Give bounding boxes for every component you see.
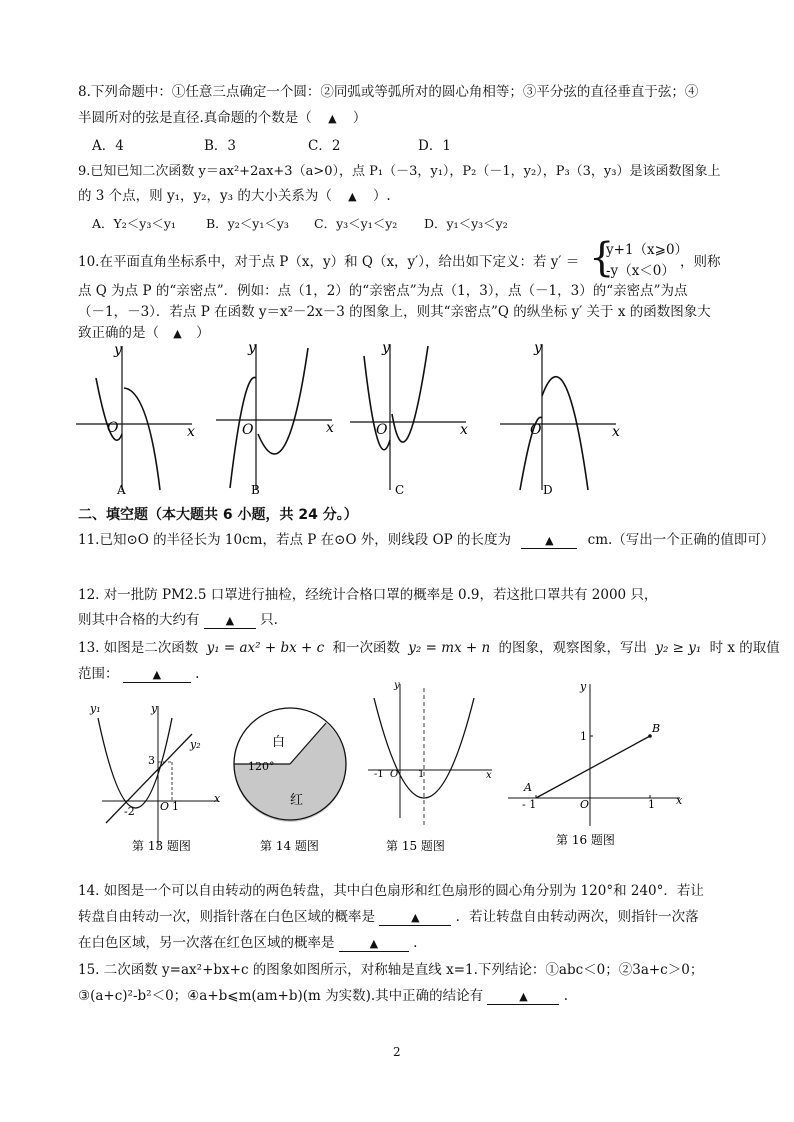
q10-graph-a	[74, 340, 204, 500]
fig15-value-minus1: -1	[374, 769, 384, 780]
q10-line1b: ，则称	[680, 254, 721, 270]
q10-brace: {	[589, 235, 615, 281]
q13-stem: 13. 如图是二次函数	[78, 640, 199, 656]
fig14-angle-label: 120°	[248, 760, 275, 773]
fig13-value-minus2: -2	[124, 805, 135, 818]
fig16-caption: 第 16 题图	[556, 833, 615, 847]
fig16-value-x1: 1	[648, 798, 655, 811]
q9-option-d: D．y₁＜y₃＜y₂	[424, 216, 508, 231]
q8-option-b: B．3	[204, 138, 237, 154]
q15-answer-mark: ▲	[519, 990, 528, 1003]
q15-tail: .	[563, 988, 569, 1004]
q11-line	[78, 534, 774, 549]
fig15-value-1: 1	[418, 769, 425, 780]
figure-14	[234, 706, 364, 854]
fig14-white-label: 白	[272, 735, 286, 750]
graph-d-y-label: y	[534, 340, 542, 356]
section-title: 二、填空题（本大题共 6 小题，共 24 分。）	[78, 507, 358, 523]
q8-option-d: D．1	[418, 138, 451, 154]
q14-answer-mark-1: ▲	[411, 911, 420, 924]
q10-stem: 致正确的是（	[78, 325, 159, 341]
q8-stem: 半圆所对的弦是直径.真命题的个数是（	[78, 110, 312, 126]
q10-answer-mark: ▲	[173, 327, 182, 340]
fig13-y2-label: y₂	[190, 738, 201, 751]
q9-close: ）.	[372, 188, 391, 204]
q13-blank	[123, 668, 191, 683]
q9-line2	[78, 190, 391, 204]
fig15-y-label: y	[394, 680, 400, 691]
q14-line3	[78, 937, 417, 952]
q15-line1: 15. 二次函数 y=ax²+bx+c 的图象如图所示，对称轴是直线 x=1.下列结论：①abc＜0；②3a+c＞0；	[78, 962, 704, 978]
fig16-point-b: B	[652, 722, 661, 735]
q13-formula-linear: y₂ = mx + n	[408, 640, 491, 656]
graph-c-origin: O	[376, 422, 388, 438]
q14-line2	[78, 911, 699, 926]
graph-a-label: A	[117, 483, 126, 497]
q13-text-d: 时 x 的取值	[709, 640, 780, 656]
fig15-origin: O	[390, 769, 399, 780]
figure-16	[504, 676, 694, 852]
q9-option-b: B．y₂＜y₁＜y₃	[206, 216, 289, 231]
graph-a-x-label: x	[187, 424, 195, 440]
fig16-point-a: A	[524, 781, 532, 794]
q14-tail: .	[413, 935, 418, 951]
q14-stem: 转盘自由转动一次，则指针落在白色区域的概率是	[78, 909, 375, 925]
q10-piece1: y+1（x⩾0）	[606, 242, 689, 258]
fig14-red-label: 红	[290, 793, 304, 808]
fig15-caption: 第 15 题图	[386, 839, 445, 853]
q12-blank	[204, 614, 256, 629]
fig13-caption: 第 13 题图	[132, 839, 191, 853]
fig13-y-label: y	[151, 702, 158, 715]
figure-13	[88, 698, 238, 858]
q12-line2	[78, 614, 278, 629]
graph-d-x-label: x	[612, 424, 620, 440]
q10-piece2: -y（x＜0）	[606, 263, 675, 279]
q15-line2	[78, 990, 568, 1005]
q14-blank-2	[339, 937, 409, 952]
q11-stem: 11.已知⊙O 的半径长为 10cm，若点 P 在⊙O 外，则线段 OP 的长度为	[78, 532, 512, 548]
graph-d-origin: O	[530, 422, 542, 438]
q13-text-b: 和一次函数	[332, 640, 400, 656]
fig16-y-label: y	[580, 680, 587, 693]
q14-answer-mark-2: ▲	[369, 937, 379, 950]
q8-option-c: C．2	[308, 138, 341, 154]
fig13-value-1: 1	[172, 800, 179, 813]
q8-close: ）	[352, 110, 367, 126]
q9-answer-mark: ▲	[348, 190, 357, 203]
q13-answer-mark: ▲	[152, 668, 162, 681]
q9-line1: 9.已知已知二次函数 y＝ax²+2ax+3（a>0），点 P₁（－3，y₁），P₂（－1，y₂），P₃（3，y₃）是该函数图象上	[78, 164, 721, 179]
graph-b-y-label: y	[248, 340, 256, 356]
fig15-x-label: x	[486, 770, 492, 781]
q13-range-label: 范围：	[78, 666, 119, 682]
q14-text-c: 在白色区域，另一次落在红色区域的概率是	[78, 935, 335, 951]
q13-line2	[78, 668, 199, 683]
q10-line3: （－1，－3）．若点 P 在函数 y＝x²－2x－3 的图象上，则其“亲密点”Q 的纵坐标 y′ 关于 x 的函数图象大	[78, 304, 711, 320]
q13-line1	[78, 642, 780, 656]
fig13-value-3: 3	[148, 754, 155, 767]
fig16-origin: O	[580, 798, 590, 811]
q10-graph-b	[214, 340, 344, 500]
q8-option-a: A．4	[92, 138, 124, 154]
q12-answer-mark: ▲	[225, 614, 235, 627]
fig13-y1-label: y₁	[90, 702, 101, 715]
q13-text-c: 的图象，观察图象，写出	[498, 640, 648, 656]
fig16-value-y1: 1	[580, 730, 587, 743]
graph-c-y-label: y	[382, 340, 390, 356]
graph-a-origin: O	[107, 420, 119, 436]
q10-line1a: 10.在平面直角坐标系中，对于点 P（x，y）和 Q（x，y′），给出如下定义：若 y′ ＝	[78, 254, 580, 270]
graph-c-x-label: x	[460, 422, 468, 438]
q9-option-c: C．y₃＜y₁＜y₂	[314, 216, 398, 231]
q10-line4	[78, 327, 210, 341]
q11-blank	[521, 534, 577, 549]
q11-answer-mark: ▲	[545, 534, 554, 547]
graph-d-label: D	[543, 483, 553, 497]
q15-stem: ③(a+c)²-b²＜0；④a+b⩽m(am+b)(m 为实数).其中正确的结论有	[78, 988, 484, 1004]
fig13-origin: O	[160, 800, 170, 813]
figure-15	[364, 678, 496, 854]
q12-tail: 只.	[260, 612, 278, 628]
graph-a-y-label: y	[114, 342, 122, 358]
fig13-x-label: x	[214, 792, 221, 805]
fig16-value-minus1: - 1	[522, 798, 537, 811]
fig16-x-label: x	[676, 794, 683, 807]
q13-formula-quadratic: y₁ = ax² + bx + c	[206, 640, 325, 656]
q10-close: ）	[196, 325, 210, 341]
fig14-caption: 第 14 题图	[260, 839, 319, 853]
graph-c-label: C	[395, 483, 405, 497]
page-number: 2	[393, 1045, 401, 1059]
graph-b-x-label: x	[326, 420, 334, 436]
q14-line1: 14. 如图是一个可以自由转动的两色转盘，其中白色扇形和红色扇形的圆心角分别为 120°和 240°．若让	[78, 883, 704, 899]
q12-stem: 则其中合格的大约有	[78, 612, 200, 628]
q10-graph-c	[348, 340, 478, 500]
q9-option-a: A．Y₂＜y₃＜y₁	[92, 216, 176, 231]
q13-tail: .	[195, 666, 200, 682]
graph-b-origin: O	[242, 422, 254, 438]
q10-graph-d	[498, 340, 628, 500]
q8-line2	[78, 112, 366, 126]
q9-stem: 的 3 个点，则 y₁，y₂，y₃ 的大小关系为（	[78, 188, 332, 204]
q10-line2: 点 Q 为点 P 的“亲密点”．例如：点（1，2）的“亲密点”为点（1，3），点（－1，3）的“亲密点”为点	[78, 283, 688, 299]
q12-line1: 12. 对一批防 PM2.5 口罩进行抽检，经统计合格口罩的概率是 0.9，若这批口罩共有 2000 只，	[78, 587, 658, 603]
graph-b-label: B	[251, 483, 260, 497]
q13-formula-inequality: y₂ ≥ y₁	[655, 640, 702, 656]
q15-blank	[487, 990, 559, 1005]
q8-line1: 8.下列命题中：①任意三点确定一个圆：②同弧或等弧所对的圆心角相等；③平分弦的直径垂直于弦；④	[78, 84, 699, 100]
q14-text-b: ．若让转盘自由转动两次，则指针一次落	[455, 909, 699, 925]
q11-tail: cm.（写出一个正确的值即可）	[587, 532, 775, 548]
q14-blank-1	[379, 911, 451, 926]
q8-answer-mark: ▲	[328, 112, 337, 125]
